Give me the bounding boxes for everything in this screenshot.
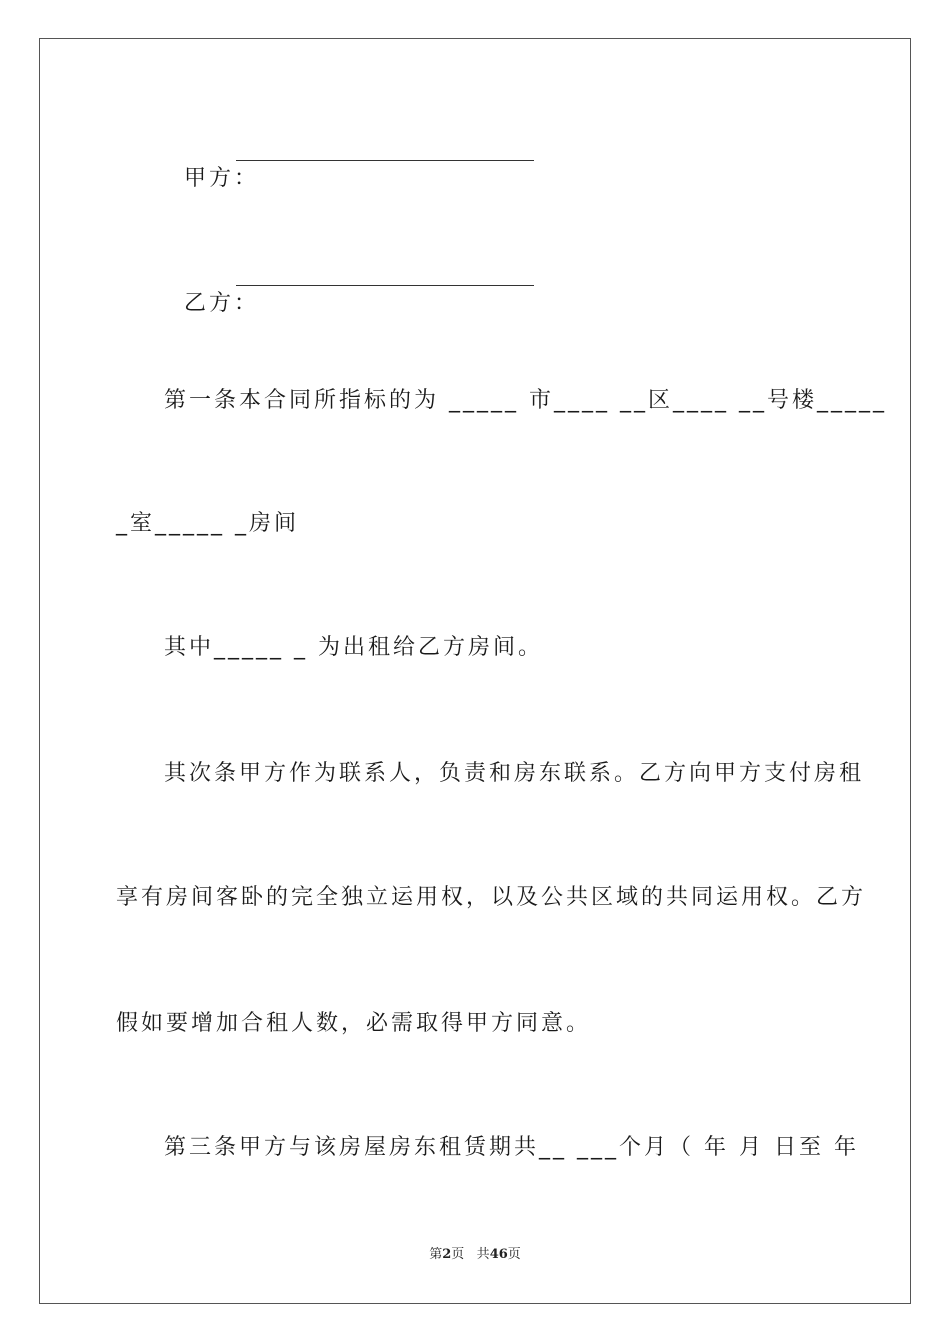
footer-total-prefix: 共 bbox=[476, 1247, 490, 1262]
footer-page-number: 2 bbox=[442, 1247, 452, 1262]
article-2-line-3: 假如要增加合租人数，必需取得甲方同意。 bbox=[116, 1011, 592, 1036]
article-2-line-2: 享有房间客卧的完全独立运用权，以及公共区域的共同运用权。乙方 bbox=[116, 885, 867, 910]
footer-page-suffix: 页 bbox=[451, 1247, 465, 1262]
party-a-label: 甲方： bbox=[184, 166, 260, 191]
article-1-line-3: 其中_____ _ 为出租给乙方房间。 bbox=[164, 635, 543, 660]
article-1-line-1: 第一条本合同所指标的为 _____ 市____ __区____ __号楼_____ bbox=[164, 388, 887, 413]
footer-total-suffix: 页 bbox=[507, 1247, 521, 1262]
party-a-blank[interactable] bbox=[236, 159, 534, 161]
footer-page-prefix: 第 bbox=[429, 1247, 443, 1262]
footer-total-pages: 46 bbox=[489, 1247, 508, 1262]
article-2-line-1: 其次条甲方作为联系人，负责和房东联系。乙方向甲方支付房租 bbox=[164, 761, 865, 786]
party-b-label: 乙方： bbox=[184, 291, 260, 316]
article-3-line-1: 第三条甲方与该房屋房东租赁期共__ ___个月（ 年 月 日至 年 bbox=[164, 1135, 859, 1160]
article-1-line-2: _室_____ _房间 bbox=[116, 511, 299, 536]
page-footer bbox=[0, 1246, 950, 1264]
party-b-line bbox=[164, 262, 259, 318]
page-border bbox=[39, 38, 911, 1304]
party-a-line bbox=[164, 137, 259, 193]
party-b-blank[interactable] bbox=[236, 284, 534, 286]
